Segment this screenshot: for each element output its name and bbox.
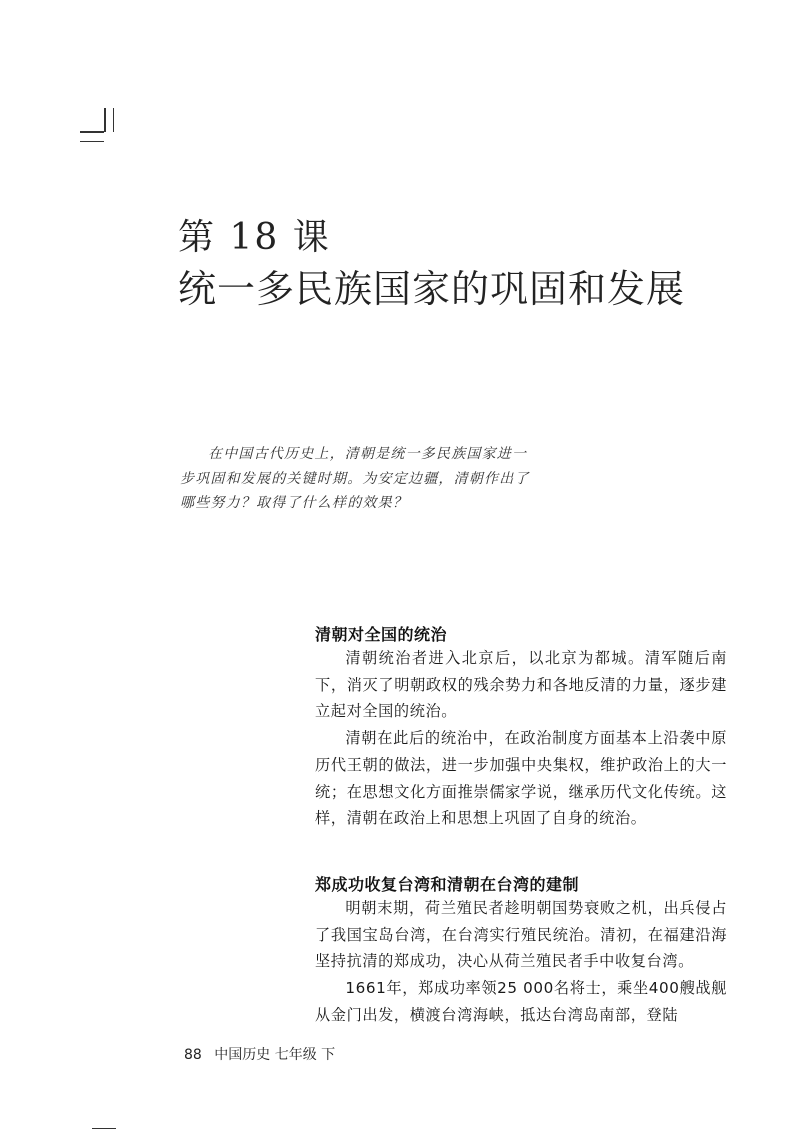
crop-mark	[92, 1128, 116, 1129]
intro-text	[180, 442, 540, 516]
crop-mark	[80, 141, 104, 142]
section-body	[315, 895, 727, 1029]
crop-mark	[80, 131, 104, 133]
paragraph: 清朝统治者进入北京后，以北京为都城。清军随后南下，消灭了明朝政权的残余势力和各地反清的力量，逐步建立起对全国的统治。	[315, 649, 727, 721]
crop-mark	[113, 108, 114, 132]
section-heading: 清朝对全国的统治	[315, 625, 448, 644]
page-number: 88	[184, 1047, 202, 1063]
crop-mark	[104, 108, 106, 132]
paragraph: 1661年，郑成功率领25 000名将士，乘坐400艘战舰从金门出发，横渡台湾海峡，抵达台湾岛南部，登陆	[315, 979, 727, 1024]
section-body	[315, 645, 727, 832]
lesson-number: 第 18 课	[178, 217, 331, 258]
intro-paragraph: 在中国古代历史上，清朝是统一多民族国家进一步巩固和发展的关键时期。为安定边疆，清朝作出了哪些努力？取得了什么样的效果？	[180, 446, 530, 511]
paragraph: 明朝末期，荷兰殖民者趁明朝国势衰败之机，出兵侵占了我国宝岛台湾，在台湾实行殖民统治。清初，在福建沿海坚持抗清的郑成功，决心从荷兰殖民者手中收复台湾。	[315, 899, 727, 971]
section-heading: 郑成功收复台湾和清朝在台湾的建制	[315, 875, 580, 894]
page-footer	[184, 1044, 335, 1064]
book-title: 中国历史 七年级 下	[214, 1047, 336, 1063]
lesson-title: 统一多民族国家的巩固和发展	[178, 267, 686, 311]
paragraph: 清朝在此后的统治中，在政治制度方面基本上沿袭中原历代王朝的做法，进一步加强中央集权，维护政治上的大一统；在思想文化方面推崇儒家学说，继承历代文化传统。这样，清朝在政治上和思想上巩固了自身的统治。	[315, 729, 727, 828]
